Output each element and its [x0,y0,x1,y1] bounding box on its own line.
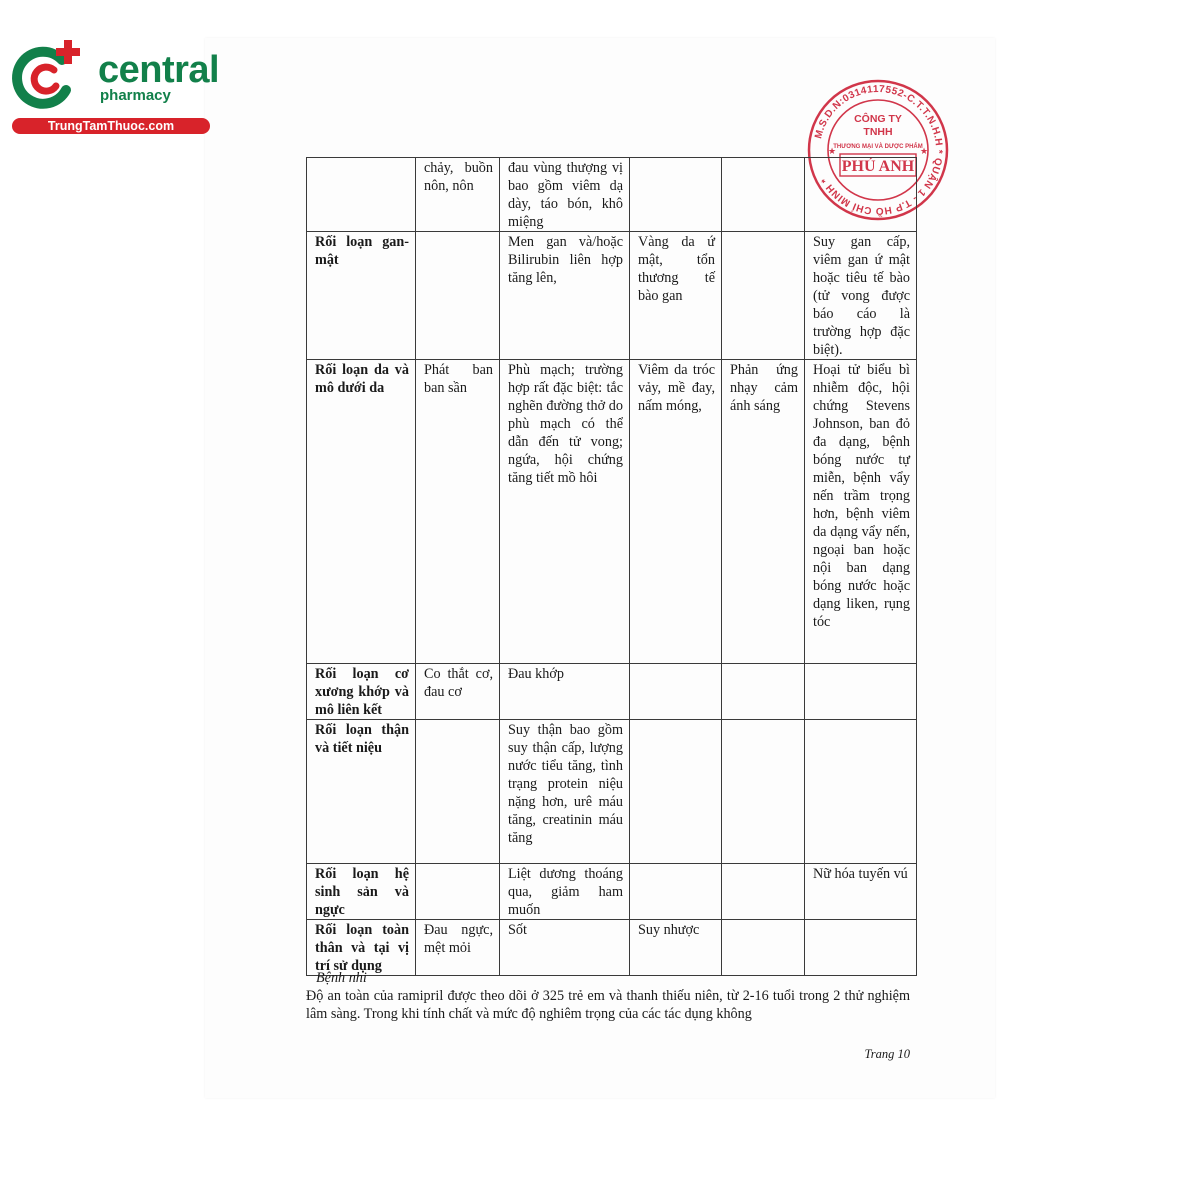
table-cell [630,158,722,232]
svg-text:★: ★ [920,146,929,156]
table-cell [805,158,917,232]
table-cell: Hoại tử biểu bì nhiễm độc, hội chứng Stevens Johnson, ban đỏ đa dạng, bệnh bóng nước tự miễn, bệnh vẩy nến trầm trọng hơn, bệnh viêm da dạng vẩy nến, ngoại ban hoặc nội ban dạng bóng nước hoặc dạng liken, rụng tóc [805,360,917,664]
table-row [307,720,917,864]
stamp-line1: CÔNG TY [854,113,902,125]
table-cell: Suy thận bao gồm suy thận cấp, lượng nước tiểu tăng, tình trạng protein niệu nặng hơn, urê máu tăng, creatinin máu tăng [500,720,630,864]
logo-sub-text: pharmacy [100,87,171,104]
table-cell: chảy, buồn nôn, nôn [416,158,500,232]
table-cell [630,720,722,864]
row-category: Rối loạn cơ xương khớp và mô liên kết [307,664,416,720]
table-cell: Suy gan cấp, viêm gan ứ mật hoặc tiêu tế bào (tử vong được báo cáo là trường hợp đặc biệt). [805,232,917,360]
row-category: Rối loạn toàn thân và tại vị trí sử dụng [307,920,416,976]
central-pharmacy-logo[interactable] [10,38,220,138]
logo-mark-icon [10,38,92,114]
table-cell [805,720,917,864]
table-cell: Sốt [500,920,630,976]
table-cell [805,664,917,720]
table-row [307,864,917,920]
page-number: Trang 10 [864,1047,910,1061]
table-cell [630,864,722,920]
table-cell: Đau khớp [500,664,630,720]
table-row [307,664,917,720]
table-cell: Phản ứng nhạy cảm ánh sáng [722,360,805,664]
table-cell [722,664,805,720]
logo-url-badge[interactable]: TrungTamThuoc.com [12,118,210,134]
stamp-company-name: PHÚ ANH [841,158,915,175]
row-category: Rối loạn hệ sinh sản và ngực [307,864,416,920]
table-row [307,158,917,232]
table-cell [722,720,805,864]
stamp-line3: THƯƠNG MẠI VÀ DƯỢC PHẨM [833,144,923,150]
table-cell [630,664,722,720]
row-category: Rối loạn da và mô dưới da [307,360,416,664]
table-cell [722,920,805,976]
table-cell: Phù mạch; trường hợp rất đặc biệt: tắc nghẽn đường thở do phù mạch có thể dẫn đến tử vong; ngứa, hội chứng tăng tiết mồ hôi [500,360,630,664]
body-paragraph: Độ an toàn của ramipril được theo dõi ở 325 trẻ em và thanh thiếu niên, từ 2-16 tuổi trong 2 thử nghiệm lâm sàng. Trong khi tính chất và mức độ nghiêm trọng của các tác dụng không [306,988,910,1022]
table-cell [416,232,500,360]
logo-brand-text: central [98,49,220,91]
table-cell [722,864,805,920]
adverse-effects-table [306,157,917,976]
table-row [307,232,917,360]
table-cell: Men gan và/hoặc Bilirubin liên hợp tăng lên, [500,232,630,360]
table-cell: đau vùng thượng vị bao gồm viêm dạ dày, táo bón, khô miệng [500,158,630,232]
table-cell: Viêm da tróc vảy, mề đay, nấm móng, [630,360,722,664]
table-cell: Vàng da ứ mật, tổn thương tế bào gan [630,232,722,360]
table-cell: Phát ban ban sần [416,360,500,664]
table-row [307,360,917,664]
svg-text:★: ★ [828,146,837,156]
table-cell: Liệt dương thoáng qua, giảm ham muốn [500,864,630,920]
table-cell: Đau ngực, mệt mỏi [416,920,500,976]
row-category: Rối loạn gan-mật [307,232,416,360]
row-category [307,158,416,232]
section-heading: Bệnh nhi [316,970,367,986]
table-cell [722,158,805,232]
table-cell [416,864,500,920]
table-cell [416,720,500,864]
row-category: Rối loạn thận và tiết niệu [307,720,416,864]
stamp-ring-text: M.S.D.N:0314117552-C.T.T.N.H.H * QUẬN 1 - T.P HỒ CHÍ MINH * [813,83,945,217]
stamp-line2: TNHH [863,126,893,138]
table-cell: Suy nhược [630,920,722,976]
table-cell [805,920,917,976]
table-cell: Co thắt cơ, đau cơ [416,664,500,720]
table-row [307,920,917,976]
table-cell [722,232,805,360]
table-cell: Nữ hóa tuyến vú [805,864,917,920]
